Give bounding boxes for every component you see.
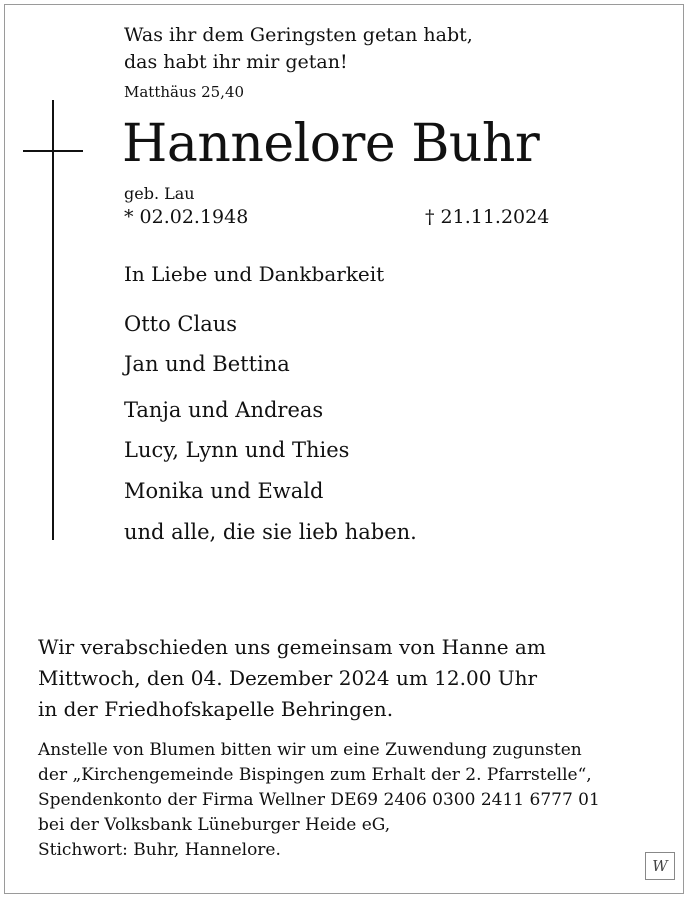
birth-name: geb. Lau xyxy=(124,184,195,203)
service-details xyxy=(38,632,546,725)
service-line: Wir verabschieden uns gemeinsam von Hanne am xyxy=(38,635,546,659)
death-date: † 21.11.2024 xyxy=(425,206,550,228)
donation-request xyxy=(38,738,600,863)
quote-line: das habt ihr mir getan! xyxy=(124,51,348,73)
mourners-intro: In Liebe und Dankbarkeit xyxy=(124,262,385,286)
quote-line: Was ihr dem Geringsten getan habt, xyxy=(124,24,473,46)
bible-quote xyxy=(124,22,473,76)
mourner-name: Jan und Bettina xyxy=(124,352,290,376)
donation-line: der „Kirchengemeinde Bispingen zum Erhalt der 2. Pfarrstelle“, xyxy=(38,765,592,785)
mourner-name: Tanja und Andreas xyxy=(124,398,324,422)
mourner-name: Monika und Ewald xyxy=(124,479,324,503)
quote-source: Matthäus 25,40 xyxy=(124,83,245,101)
mourner-name: Otto Claus xyxy=(124,312,238,336)
cross-icon-bar xyxy=(23,150,83,152)
service-line: in der Friedhofskapelle Behringen. xyxy=(38,697,394,721)
donation-line: Anstelle von Blumen bitten wir um eine Zuwendung zugunsten xyxy=(38,740,582,760)
birth-date: * 02.02.1948 xyxy=(124,206,249,228)
donation-line: Spendenkonto der Firma Wellner DE69 2406 0300 2411 6777 01 xyxy=(38,790,600,810)
donation-line: Stichwort: Buhr, Hannelore. xyxy=(38,840,281,860)
deceased-name: Hannelore Buhr xyxy=(122,114,540,174)
mourner-name: und alle, die sie lieb haben. xyxy=(124,520,417,544)
service-line: Mittwoch, den 04. Dezember 2024 um 12.00 Uhr xyxy=(38,666,538,690)
mourner-name: Lucy, Lynn und Thies xyxy=(124,438,350,462)
publisher-logo-icon xyxy=(645,852,675,880)
publisher-logo-text: W xyxy=(652,857,668,875)
donation-line: bei der Volksbank Lüneburger Heide eG, xyxy=(38,815,391,835)
cross-icon xyxy=(52,100,54,540)
